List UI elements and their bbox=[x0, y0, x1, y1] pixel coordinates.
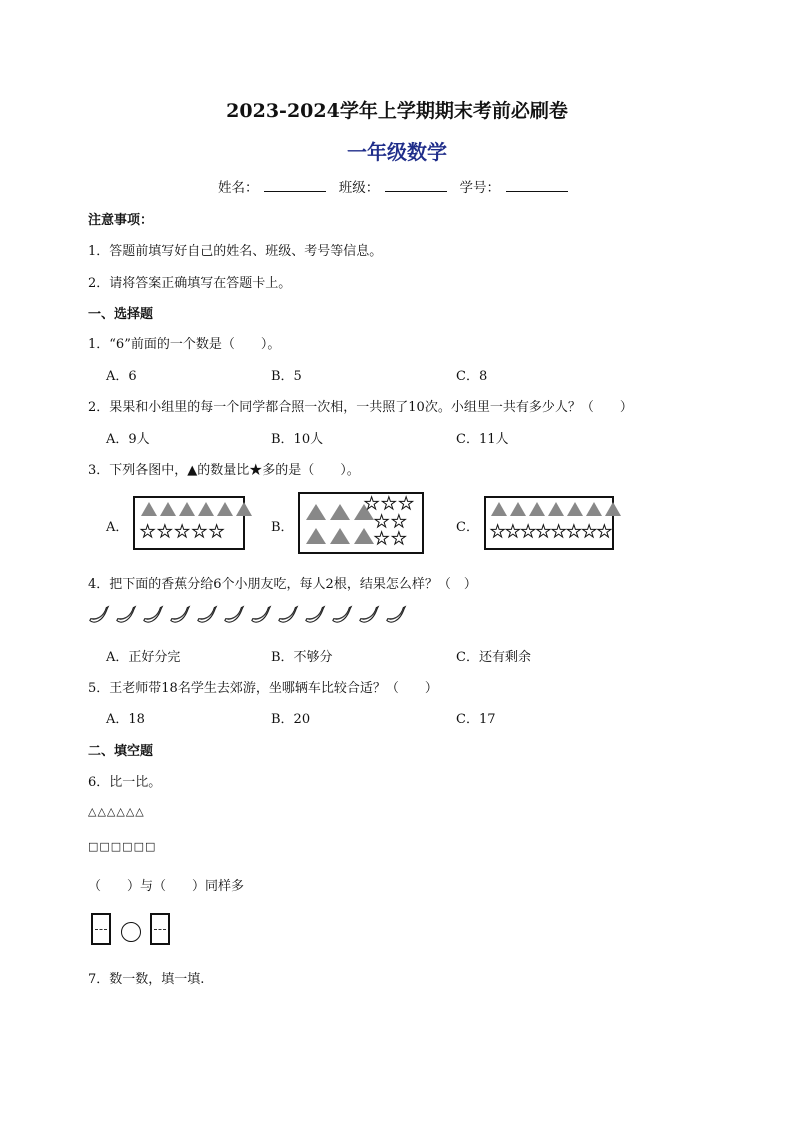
triangle-icon bbox=[491, 502, 507, 516]
triangle-icon bbox=[160, 502, 176, 516]
option-b[interactable]: B．不够分 bbox=[271, 650, 333, 665]
triangle-icon bbox=[529, 502, 545, 516]
star-icon: ★ bbox=[566, 522, 582, 542]
triangle-icon bbox=[306, 504, 326, 520]
banana-icon bbox=[169, 604, 191, 626]
option-a[interactable]: A．正好分完 bbox=[106, 650, 181, 665]
star-row bbox=[364, 496, 416, 513]
name-label: 姓名： bbox=[217, 180, 259, 196]
question-3: 3．下列各图中，▲的数量比★多的是（ ）。 bbox=[88, 463, 360, 478]
option-b[interactable]: B． bbox=[271, 520, 294, 535]
triangle-row: △△△△△△ bbox=[88, 805, 145, 818]
triangle-icon bbox=[306, 528, 326, 544]
question-1: 1．“6”前面的一个数是（ ）。 bbox=[88, 337, 281, 352]
star-icon: ★ bbox=[374, 529, 390, 549]
star-icon: ★ bbox=[374, 512, 390, 532]
triangle-icon bbox=[330, 504, 350, 520]
star-row bbox=[374, 531, 409, 548]
option-a[interactable]: A．9人 bbox=[106, 432, 150, 447]
triangle-row bbox=[491, 502, 624, 520]
section-heading: 二、填空题 bbox=[88, 744, 154, 759]
triangle-icon bbox=[567, 502, 583, 516]
triangle-icon bbox=[354, 528, 374, 544]
exam-subtitle: 一年级数学 bbox=[347, 140, 447, 164]
id-label: 学号： bbox=[459, 180, 501, 196]
question-6: 6．比一比。 bbox=[88, 775, 162, 790]
star-icon: ★ bbox=[191, 522, 207, 542]
star-icon: ★ bbox=[209, 522, 225, 542]
banana-icon bbox=[223, 604, 245, 626]
figure-b[interactable] bbox=[298, 492, 424, 554]
id-blank[interactable] bbox=[506, 179, 568, 192]
banana-icon bbox=[142, 604, 164, 626]
compare-circle[interactable] bbox=[121, 922, 141, 942]
triangle-icon bbox=[141, 502, 157, 516]
option-b[interactable]: B．10人 bbox=[271, 432, 324, 447]
star-icon: ★ bbox=[596, 522, 612, 542]
question-5: 5．王老师带18名学生去郊游，坐哪辆车比较合适？（ ） bbox=[88, 681, 438, 696]
star-icon: ★ bbox=[391, 529, 407, 549]
answer-box[interactable] bbox=[91, 913, 111, 945]
star-icon: ★ bbox=[391, 512, 407, 532]
triangle-icon bbox=[236, 502, 252, 516]
triangle-icon bbox=[179, 502, 195, 516]
fill-blank-line[interactable]: （ ）与（ ）同样多 bbox=[88, 879, 245, 894]
triangle-icon bbox=[605, 502, 621, 516]
option-c[interactable]: C．还有剩余 bbox=[456, 650, 531, 665]
square-row: □□□□□□ bbox=[88, 840, 157, 853]
star-icon: ★ bbox=[581, 522, 597, 542]
option-c[interactable]: C．17 bbox=[456, 712, 496, 727]
triangle-icon bbox=[586, 502, 602, 516]
notes-heading: 注意事项： bbox=[88, 213, 154, 228]
banana-icon bbox=[88, 604, 110, 626]
banana-icon bbox=[250, 604, 272, 626]
option-c[interactable]: C．11人 bbox=[456, 432, 509, 447]
option-c[interactable]: C． bbox=[456, 520, 479, 535]
star-icon: ★ bbox=[140, 522, 156, 542]
banana-icon bbox=[277, 604, 299, 626]
exam-title: 2023-2024学年上学期期末考前必刷卷 bbox=[226, 100, 568, 122]
banana-icon bbox=[196, 604, 218, 626]
figure-a[interactable] bbox=[133, 496, 245, 550]
note-item: 1．答题前填写好自己的姓名、班级、考号等信息。 bbox=[88, 244, 383, 259]
banana-icon bbox=[304, 604, 326, 626]
star-icon: ★ bbox=[398, 494, 414, 514]
triangle-icon bbox=[198, 502, 214, 516]
option-b[interactable]: B．20 bbox=[271, 712, 311, 727]
section-heading: 一、选择题 bbox=[88, 307, 154, 322]
star-icon: ★ bbox=[174, 522, 190, 542]
option-a[interactable]: A．18 bbox=[106, 712, 145, 727]
triangle-row bbox=[306, 528, 378, 548]
option-a[interactable]: A．6 bbox=[106, 369, 137, 384]
star-row bbox=[490, 524, 612, 541]
option-c[interactable]: C．8 bbox=[456, 369, 488, 384]
triangle-icon bbox=[330, 528, 350, 544]
banana-icon bbox=[358, 604, 380, 626]
class-blank[interactable] bbox=[385, 179, 447, 192]
triangle-icon bbox=[217, 502, 233, 516]
triangle-icon bbox=[510, 502, 526, 516]
banana-icon bbox=[331, 604, 353, 626]
student-info-row bbox=[0, 176, 794, 196]
banana-icon bbox=[385, 604, 407, 626]
star-icon: ★ bbox=[520, 522, 536, 542]
star-icon: ★ bbox=[535, 522, 551, 542]
banana-icon bbox=[115, 604, 137, 626]
option-a[interactable]: A． bbox=[106, 520, 129, 535]
class-label: 班级： bbox=[338, 180, 380, 196]
triangle-icon bbox=[548, 502, 564, 516]
question-2: 2．果果和小组里的每一个同学都合照一次相，一共照了10次。小组里一共有多少人？（ ） bbox=[88, 400, 633, 415]
answer-box[interactable] bbox=[150, 913, 170, 945]
name-blank[interactable] bbox=[264, 179, 326, 192]
star-icon: ★ bbox=[490, 522, 506, 542]
figure-c[interactable] bbox=[484, 496, 614, 550]
star-icon: ★ bbox=[364, 494, 380, 514]
note-item: 2．请将答案正确填写在答题卡上。 bbox=[88, 276, 292, 291]
question-7: 7．数一数，填一填. bbox=[88, 972, 205, 987]
question-4: 4．把下面的香蕉分给6个小朋友吃，每人2根，结果怎么样？（ ） bbox=[88, 577, 477, 592]
option-b[interactable]: B．5 bbox=[271, 369, 302, 384]
triangle-row bbox=[141, 502, 255, 520]
banana-row bbox=[88, 604, 412, 630]
star-icon: ★ bbox=[551, 522, 567, 542]
star-icon: ★ bbox=[157, 522, 173, 542]
star-row bbox=[140, 524, 226, 541]
star-icon: ★ bbox=[381, 494, 397, 514]
star-icon: ★ bbox=[505, 522, 521, 542]
